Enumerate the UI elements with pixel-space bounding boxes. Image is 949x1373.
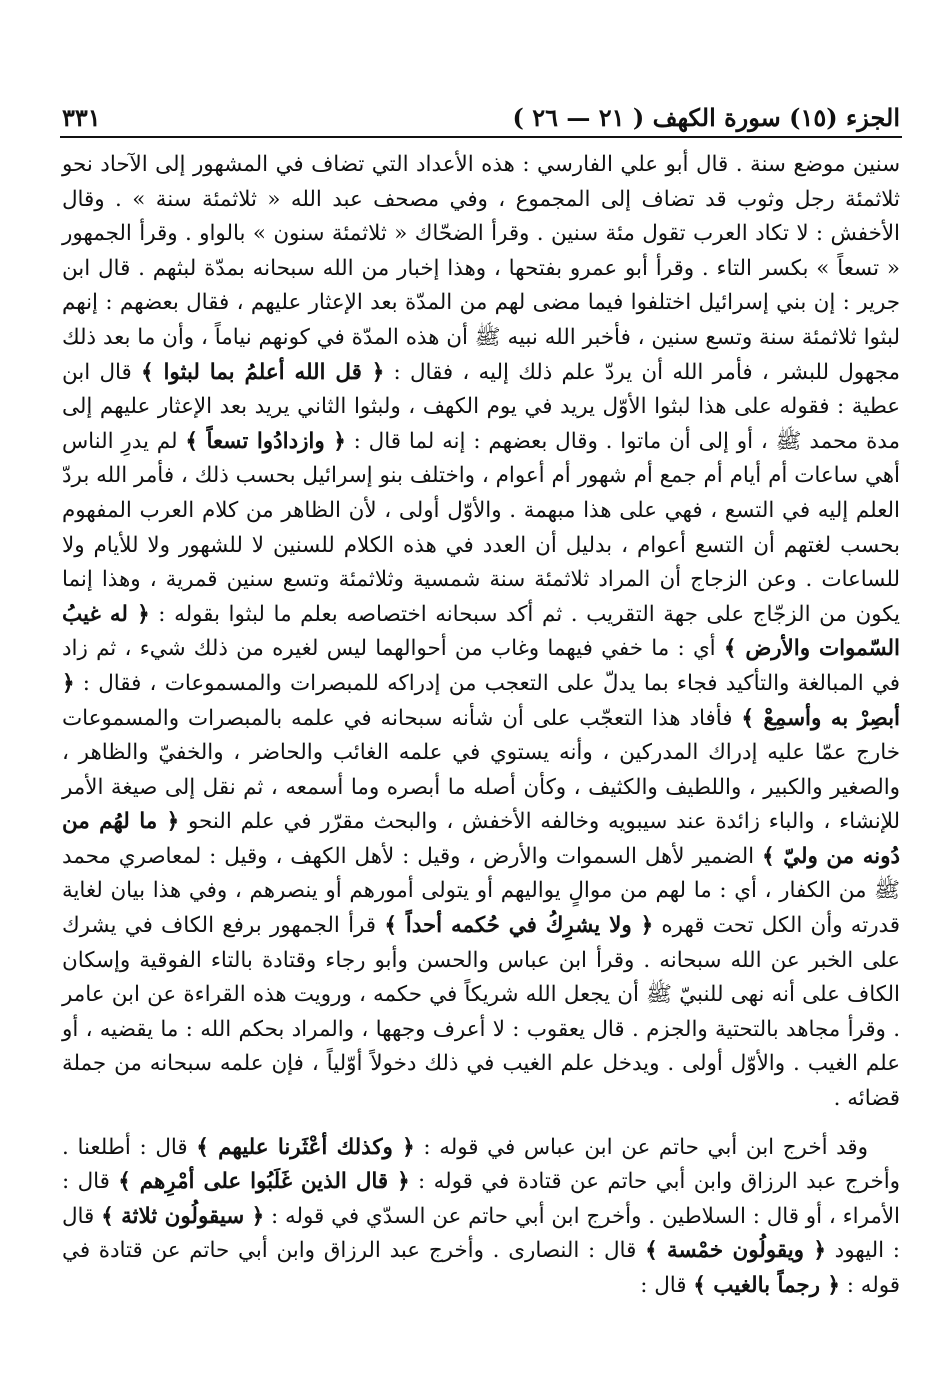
body-text (62, 148, 900, 1304)
text-run: قال : اليهود (62, 1203, 900, 1264)
header-divider (60, 136, 902, 138)
text-run: سنين موضع سنة . قال أبو علي الفارسي : هذه الأعداد التي تضاف في المشهور إلى الآحاد نحو ثلاثمئة رجل وثوب قد تضاف إلى المجموع ، وفي مصحف عبد الله « ثلاثمئة سنة » . وقال الأخفش : لا تكاد العرب تقول مئة سنين . وقرأ الضحّاك « ثلاثمئة سنون » بالواو . وقرأ الجمهور « تسعاً » بكسر التاء . وقرأ أبو عمرو بفتحها ، وهذا إخبار من الله سبحانه بمدّة لبثهم . قال ابن جرير : إن بني إسرائيل اختلفوا فيما مضى لهم من المدّة بعد الإعثار عليهم ، فقال بعضهم : إنهم لبثوا ثلاثمئة سنة وتسع سنين ، فأخبر الله نبيه ﷺ أن هذه المدّة في كونهم نياماً ، وأن ما بعد ذلك مجهول للبشر ، فأمر الله أن يردّ علم ذلك إليه ، فقال : (62, 152, 900, 385)
quran-quote: ﴿ رجماً بالغيب ﴾ (693, 1273, 840, 1298)
quran-quote: ﴿ ولا يشرِكُ في حُكمه أحداً ﴾ (384, 913, 654, 939)
running-header (62, 92, 900, 132)
text-run: وقد أخرج ابن أبي حاتم عن ابن عباس في قوله : (414, 1134, 868, 1160)
text-run: أي : ما خفي فيهما وغاب من أحوالهما ليس لغيره من ذلك شيء ، ثم زاد في المبالغة والتأكيد فجاء بما يدلّ على التعجب من إدراكه للمبصرات والمسموعات ، فقال : (62, 636, 900, 696)
text-run: قرأ الجمهور برفع الكاف في يشرك على الخبر عن الله سبحانه . وقرأ ابن عباس والحسن وأبو رجاء وقتادة بالتاء الفوقية وإسكان الكاف على أنه نهى للنبيّ ﷺ أن يجعل الله شريكاً في حكمه ، ورويت هذه القراءة عن ابن عامر . وقرأ مجاهد بالتحتية والجزم . قال يعقوب : لا أعرف وجهها ، والمراد بحكم الله : ما يقضيه ، أو علم الغيب . والأوّل أولى . ويدخل علم الغيب في ذلك دخولاً أوّلياً ، فإن علمه سبحانه من جملة قضائه . (62, 913, 900, 1112)
quran-quote: ﴿ سيقولُون ثلاثة ﴾ (101, 1203, 265, 1229)
quran-quote: ﴿ له غيبُ السّموات والأرض ﴾ (62, 601, 900, 662)
quran-quote: ﴿ وازدادُوا تسعاً ﴾ (185, 428, 346, 454)
text-run: قال : النصارى . وأخرج عبد الرزاق وابن أبي حاتم عن قتادة في قوله : (62, 1238, 900, 1298)
quran-quote: ﴿ ما لهُم من دُونه من وليّ ﴾ (62, 809, 900, 869)
text-run: فأفاد هذا التعجّب على أن شأنه سبحانه في علمه بالمبصرات والمسموعات خارج عمّا عليه إدراك المدركين ، وأنه يستوي في علمه الغائب والحاضر ، والخفيّ والظاهر ، والصغير والكبير ، واللطيف والكثيف ، وكأن أصله ما أبصره وما أسمعه ، ثم نقل إلى صيغة الأمر للإنشاء ، والباء زائدة عند سيبويه وخالفه الأخفش ، والبحث مقرّر في علم النحو (62, 705, 900, 835)
text-run: قال : أطلعنا . وأخرج عبد الرزاق وابن أبي حاتم عن قتادة في قوله : (62, 1134, 900, 1195)
quran-quote: ﴿ قل الله أعلمُ بما لبثوا ﴾ (141, 359, 385, 385)
text-run: قال ابن عطية : فقوله على هذا لبثوا الأوّل يريد في يوم الكهف ، ولبثوا الثاني يريد بعد الإعثار عليهم إلى مدة محمد ﷺ ، أو إلى أن ماتوا . وقال بعضهم : إنه لما قال : (62, 359, 900, 454)
text-run: قال : (640, 1273, 694, 1298)
text-run: الضمير لأهل السموات والأرض ، وقيل : لأهل الكهف ، وقيل : لمعاصري محمد ﷺ من الكفار ، أي : ما لهم من موالٍ يواليهم أو يتولى أمورهم أو ينصرهم ، وفي هذا بيان لغاية قدرته وأن الكل تحت قهره (62, 843, 900, 939)
narrations-paragraph (62, 1131, 900, 1304)
text-run: قال : الأمراء ، أو قال : السلاطين . وأخرج ابن أبي حاتم عن السدّي في قوله : (62, 1169, 900, 1229)
quran-quote: ﴿ قال الذين غَلَبُوا على أمْرِهم ﴾ (118, 1169, 410, 1195)
quran-quote: ﴿ ويقولُون خمْسة ﴾ (645, 1238, 826, 1264)
page-number: ٣٣١ (62, 103, 101, 132)
text-run: لم يدرِ الناس أهي ساعات أم أيام أم جمع أم شهور أم أعوام ، واختلف بنو إسرائيل بحسب ذلك ، فأمر الله بردّ العلم إليه في التسع ، فهي على هذا مبهمة . والأوّل أولى ، لأن الظاهر من كلام العرب المفهوم بحسب لغتهم أن التسع أعوام ، بدليل أن العدد في هذه الكلام للسنين لا للشهور ولا للأيام ولا للساعات . وعن الزجاج أن المراد ثلاثمئة سنة شمسية وثلاثمئة وتسع سنين قمرية ، وهذا إنما يكون من الزجّاج على جهة التقريب . ثم أكد سبحانه اختصاصه بعلم ما لبثوا بقوله : (62, 428, 900, 627)
chapter-title: الجزء (١٥) سورة الكهف ( ٢١ — ٢٦ ) (512, 103, 900, 132)
quran-quote: ﴿ أبصِرْ به وأسمِعْ ﴾ (62, 670, 900, 731)
quran-quote: ﴿ وكذلك أعْثَرنا عليهم ﴾ (196, 1134, 415, 1160)
commentary-paragraph (62, 148, 900, 1117)
